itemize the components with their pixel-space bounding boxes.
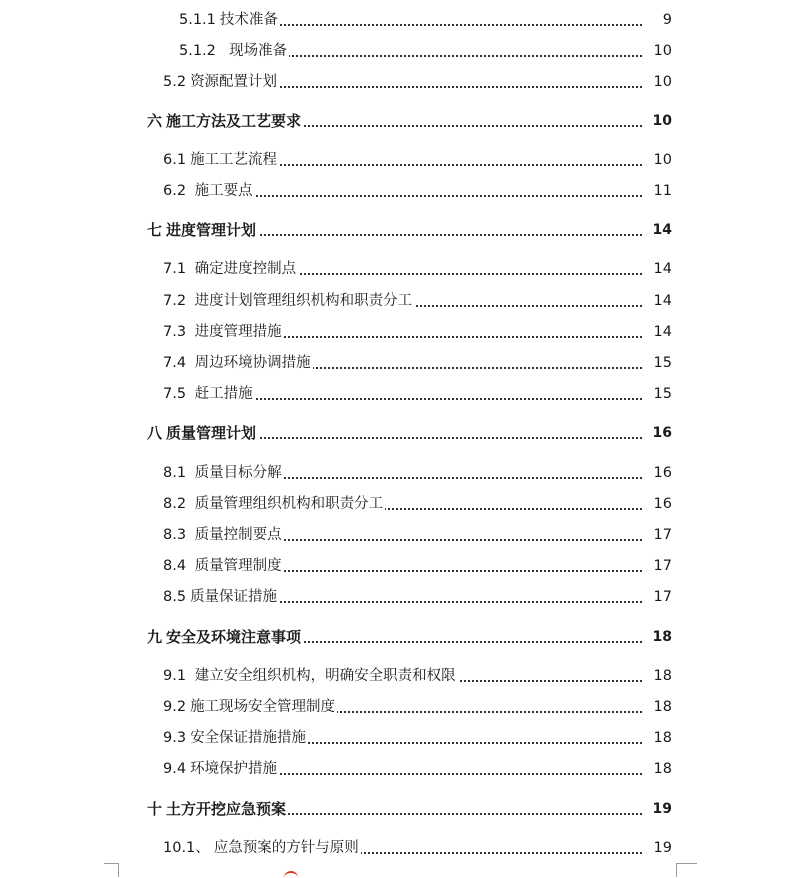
toc-entry-label [163, 351, 313, 375]
toc-entry[interactable] [0, 179, 795, 203]
toc-entry-label [163, 257, 298, 281]
toc-entry-title: 土方开挖应急预案 [166, 800, 287, 818]
toc-entry-number: 8.4 [163, 558, 187, 574]
toc-entry[interactable] [0, 320, 795, 344]
toc-entry-number: 六 [147, 112, 163, 130]
toc-entry[interactable] [0, 8, 795, 32]
toc-entry-number: 6.2 [163, 183, 187, 199]
toc-entry-label [163, 585, 279, 609]
toc-entry-page-number: 17 [644, 554, 672, 578]
toc-entry-label [163, 289, 414, 313]
toc-entry-page-number: 14 [644, 257, 672, 281]
toc-entry-number: 7.4 [163, 355, 187, 371]
toc-entry-page-number: 18 [644, 695, 672, 719]
toc-entry[interactable] [0, 625, 795, 649]
toc-entry[interactable] [0, 148, 795, 172]
toc-entry-label [147, 797, 288, 821]
toc-entry-number: 9.1 [163, 668, 187, 684]
toc-entry-label [147, 109, 303, 133]
toc-entry-number: 9.2 [163, 699, 187, 715]
toc-entry-number: 七 [147, 221, 163, 239]
toc-entry-title: 进度管理措施 [190, 324, 282, 340]
toc-entry[interactable] [0, 523, 795, 547]
toc-entry-title: 质量控制要点 [190, 527, 282, 543]
toc-entry-page-number: 10 [644, 70, 672, 94]
toc-entry-page-number: 19 [644, 836, 672, 860]
toc-entry-title: 质量管理组织机构和职责分工 [190, 496, 384, 512]
toc-entry-title: 进度管理计划 [166, 221, 257, 239]
toc-entry-title: 建立安全组织机构，明确安全职责和权限 [190, 668, 456, 684]
toc-entry-page-number: 14 [644, 218, 672, 242]
toc-entry-page-number: 18 [644, 726, 672, 750]
toc-entry-label [163, 554, 284, 578]
toc-entry-label [163, 726, 308, 750]
toc-entry-page-number: 17 [644, 523, 672, 547]
toc-entry-title: 赶工措施 [190, 386, 253, 402]
toc-entry-label [147, 218, 258, 242]
toc-entry-label [163, 148, 279, 172]
toc-entry-number: 8.5 [163, 589, 187, 605]
toc-entry-page-number: 11 [644, 179, 672, 203]
toc-entry-page-number: 16 [644, 461, 672, 485]
toc-entry-title: 质量目标分解 [190, 465, 282, 481]
toc-entry-label [163, 461, 284, 485]
toc-entry[interactable] [0, 351, 795, 375]
toc-entry-number: 8.2 [163, 496, 187, 512]
toc-entry-number: 7.3 [163, 324, 187, 340]
toc-entry[interactable] [0, 797, 795, 821]
page-corner-mark-left [104, 863, 119, 877]
toc-entry-title: 资源配置计划 [190, 74, 278, 90]
toc-entry-number: 9.3 [163, 730, 187, 746]
toc-entry-title: 安全保证措施措施 [190, 730, 307, 746]
toc-entry-label [163, 695, 337, 719]
toc-entry[interactable] [0, 664, 795, 688]
toc-entry-label [163, 664, 458, 688]
toc-entry[interactable] [0, 257, 795, 281]
toc-entry-title: 质量保证措施 [190, 589, 278, 605]
toc-entry-title: 应急预案的方针与原则 [213, 840, 359, 856]
toc-entry-title: 安全及环境注意事项 [166, 628, 302, 646]
toc-entry-number: 7.1 [163, 261, 187, 277]
toc-entry-label [163, 523, 284, 547]
toc-entry-label [163, 757, 279, 781]
toc-entry-number: 5.1.2 [179, 43, 216, 59]
toc-entry-number: 6.1 [163, 152, 187, 168]
toc-entry-page-number: 10 [644, 109, 672, 133]
toc-entry-number: 10.1、 [163, 840, 210, 856]
toc-entry[interactable] [0, 109, 795, 133]
toc-entry-number: 九 [147, 628, 163, 646]
toc-entry-page-number: 15 [644, 351, 672, 375]
toc-entry-number: 8.3 [163, 527, 187, 543]
toc-entry[interactable] [0, 289, 795, 313]
toc-entry-page-number: 9 [644, 8, 672, 32]
toc-entry-title: 质量管理计划 [166, 424, 257, 442]
toc-entry-label [179, 39, 289, 63]
toc-entry-label [163, 320, 284, 344]
toc-entry[interactable] [0, 218, 795, 242]
red-annotation-mark [284, 871, 298, 878]
toc-entry-title: 确定进度控制点 [190, 261, 297, 277]
toc-entry[interactable] [0, 695, 795, 719]
toc-entry-title: 施工工艺流程 [190, 152, 278, 168]
toc-entry-title: 现场准备 [219, 43, 288, 59]
toc-entry-title: 施工方法及工艺要求 [166, 112, 302, 130]
toc-entry-label [147, 625, 303, 649]
toc-entry[interactable] [0, 39, 795, 63]
toc-entry-page-number: 16 [644, 421, 672, 445]
toc-entry-title: 质量管理制度 [190, 558, 282, 574]
toc-entry-label [147, 421, 258, 445]
toc-entry[interactable] [0, 585, 795, 609]
toc-entry-page-number: 10 [644, 39, 672, 63]
toc-entry-number: 5.1.1 [179, 12, 216, 28]
toc-entry-number: 八 [147, 424, 163, 442]
toc-entry[interactable] [0, 461, 795, 485]
toc-entry[interactable] [0, 726, 795, 750]
toc-entry[interactable] [0, 70, 795, 94]
toc-entry[interactable] [0, 382, 795, 406]
toc-entry-label [163, 179, 255, 203]
toc-entry-label [163, 836, 361, 860]
toc-entry-page-number: 14 [644, 320, 672, 344]
toc-entry-label [163, 70, 279, 94]
toc-entry-title: 周边环境协调措施 [190, 355, 311, 371]
toc-entry-page-number: 18 [644, 625, 672, 649]
toc-entry-title: 施工要点 [190, 183, 253, 199]
toc-entry-title: 施工现场安全管理制度 [190, 699, 336, 715]
toc-entry[interactable] [0, 836, 795, 860]
toc-entry[interactable] [0, 554, 795, 578]
toc-entry[interactable] [0, 492, 795, 516]
toc-entry-number: 7.5 [163, 386, 187, 402]
toc-entry-title: 进度计划管理组织机构和职责分工 [190, 293, 413, 309]
toc-entry-label [163, 492, 385, 516]
toc-entry-number: 5.2 [163, 74, 187, 90]
toc-entry-label [163, 382, 255, 406]
toc-entry-title: 环境保护措施 [190, 761, 278, 777]
toc-entry-number: 7.2 [163, 293, 187, 309]
toc-entry[interactable] [0, 757, 795, 781]
page-corner-mark-right [676, 863, 697, 877]
toc-entry-label [179, 8, 280, 32]
toc-entry[interactable] [0, 421, 795, 445]
toc-entry-number: 8.1 [163, 465, 187, 481]
toc-entry-page-number: 17 [644, 585, 672, 609]
toc-entry-number: 9.4 [163, 761, 187, 777]
toc-entry-number: 十 [147, 800, 163, 818]
toc-entry-page-number: 19 [644, 797, 672, 821]
toc-entry-page-number: 14 [644, 289, 672, 313]
toc-entry-page-number: 10 [644, 148, 672, 172]
toc-entry-page-number: 16 [644, 492, 672, 516]
toc-entry-page-number: 15 [644, 382, 672, 406]
toc-entry-title: 技术准备 [219, 12, 278, 28]
toc-entry-page-number: 18 [644, 664, 672, 688]
toc-entry-page-number: 18 [644, 757, 672, 781]
